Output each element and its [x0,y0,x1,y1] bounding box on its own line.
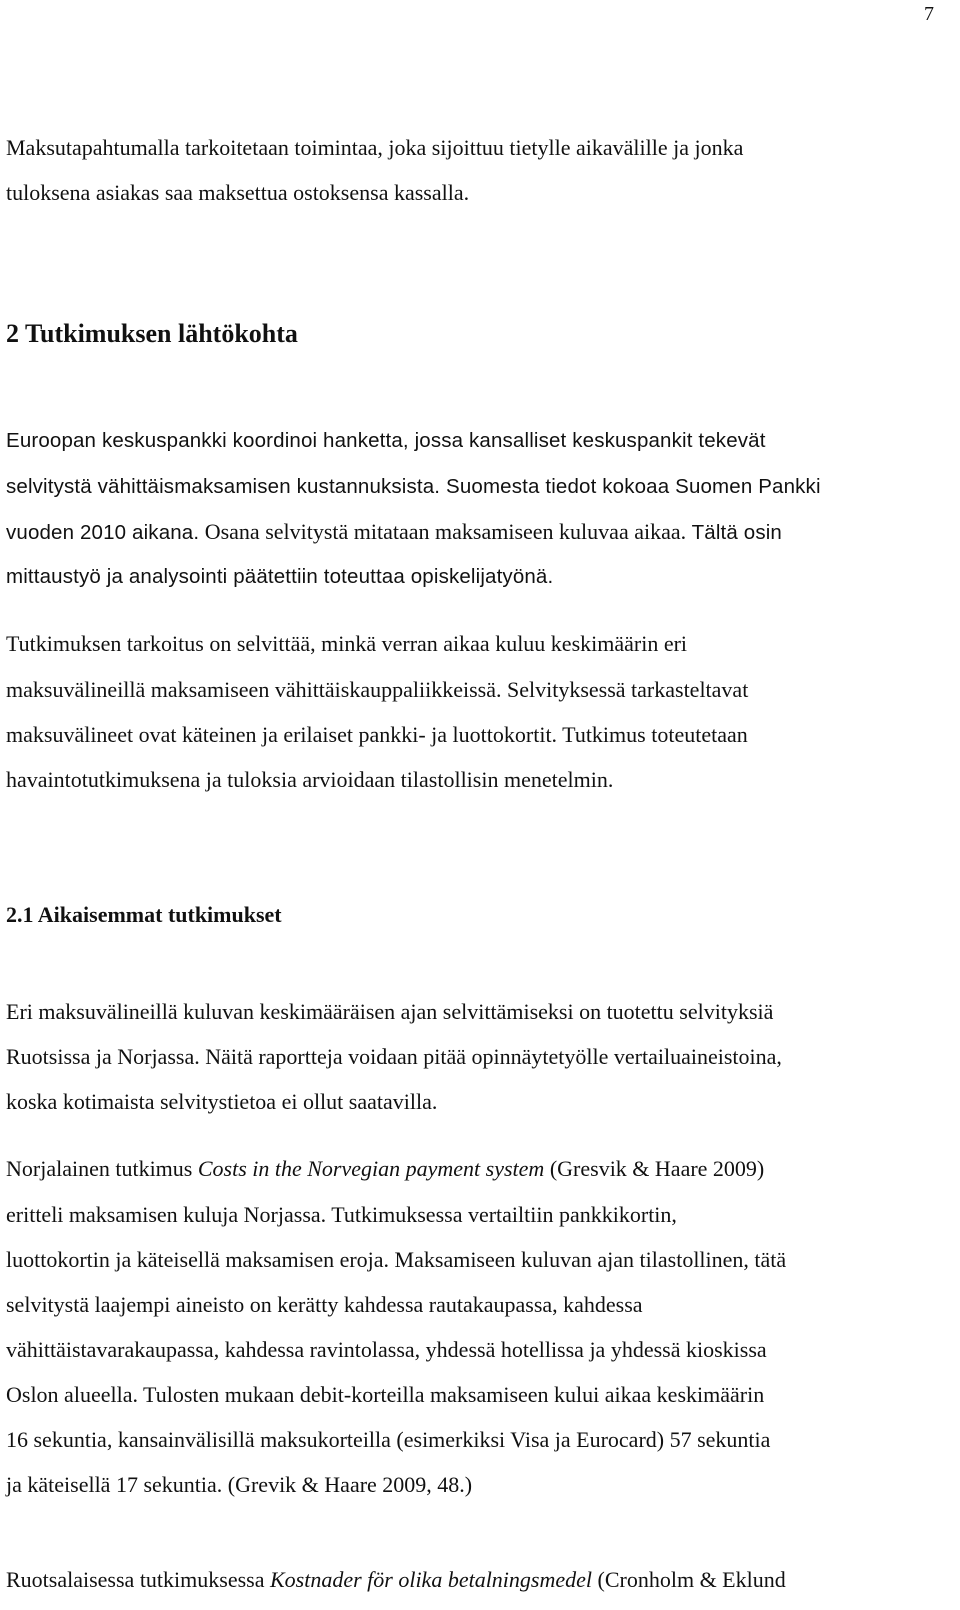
paragraph-line: maksuvälineet ovat käteinen ja erilaiset pankki- ja luottokortit. Tutkimus toteutetaan [6,722,748,747]
intro-line-2: tuloksena asiakas saa maksettua ostoksensa kassalla. [6,180,470,205]
subsection-heading: 2.1 Aikaisemmat tutkimukset [6,902,282,927]
paragraph-line [6,1154,764,1184]
paragraph-line: Oslon alueella. Tulosten mukaan debit-korteilla maksamiseen kului aikaa keskimäärin [6,1382,765,1407]
paragraph-line: Euroopan keskuspankki koordinoi hanketta, jossa kansalliset keskuspankit tekevät [6,429,766,452]
paragraph-line: maksuvälineillä maksamiseen vähittäiskauppaliikkeissä. Selvityksessä tarkasteltavat [6,677,749,702]
text-fragment: Suomesta tiedot kokoaa Suomen Pankki [446,475,821,498]
paragraph-line [6,472,821,502]
paragraph-line: 16 sekuntia, kansainvälisillä maksukorteilla (esimerkiksi Visa ja Eurocard) 57 sekuntia [6,1427,771,1452]
paragraph-line: havaintotutkimuksena ja tuloksia arvioidaan tilastollisin menetelmin. [6,767,614,792]
intro-line-1: Maksutapahtumalla tarkoitetaan toimintaa, joka sijoittuu tietylle aikavälille ja jonka [6,135,744,160]
paragraph-line: vähittäistavarakaupassa, kahdessa ravintolassa, yhdessä hotellissa ja yhdessä kioskissa [6,1337,767,1362]
paragraph-line: mittaustyö ja analysointi päätettiin toteuttaa opiskelijatyönä. [6,565,554,588]
paragraph-line: koska kotimaista selvitystietoa ei ollut saatavilla. [6,1089,438,1114]
paragraph-line [6,1565,786,1595]
paragraph-line: Eri maksuvälineillä kuluvan keskimääräisen ajan selvittämiseksi on tuotettu selvityksiä [6,999,774,1024]
paragraph-line: Tutkimuksen tarkoitus on selvittää, minkä verran aikaa kuluu keskimäärin eri [6,631,688,656]
text-fragment: (Gresvik & Haare 2009) [544,1156,765,1181]
section-heading: 2 Tutkimuksen lähtökohta [6,319,298,348]
text-fragment: (Cronholm & Eklund [592,1567,786,1592]
page-number: 7 [924,3,934,25]
paragraph-line: eritteli maksamisen kuluja Norjassa. Tutkimuksessa vertailtiin pankkikortin, [6,1202,677,1227]
paragraph-line [6,517,782,548]
text-fragment: selvitystä vähittäismaksamisen kustannuksista. [6,475,441,498]
text-fragment: Tältä osin [691,521,782,544]
paragraph-line: ja käteisellä 17 sekuntia. (Grevik & Haare 2009, 48.) [6,1472,473,1497]
text-fragment: vuoden 2010 aikana. [6,521,200,544]
cited-title: Costs in the Norvegian payment system [197,1156,545,1181]
text-fragment: Ruotsalaisessa tutkimuksessa [6,1567,270,1592]
text-fragment: Norjalainen tutkimus [6,1156,198,1181]
paragraph-line: Ruotsissa ja Norjassa. Näitä raportteja voidaan pitää opinnäytetyölle vertailuaineistoina, [6,1044,782,1069]
paragraph-line: luottokortin ja käteisellä maksamisen eroja. Maksamiseen kuluvan ajan tilastollinen, tätä [6,1247,787,1272]
text-fragment: Osana selvitystä mitataan maksamiseen kuluvaa aikaa. [204,519,687,544]
cited-title: Kostnader för olika betalningsmedel [269,1567,593,1592]
paragraph-line: selvitystä laajempi aineisto on kerätty kahdessa rautakaupassa, kahdessa [6,1292,643,1317]
